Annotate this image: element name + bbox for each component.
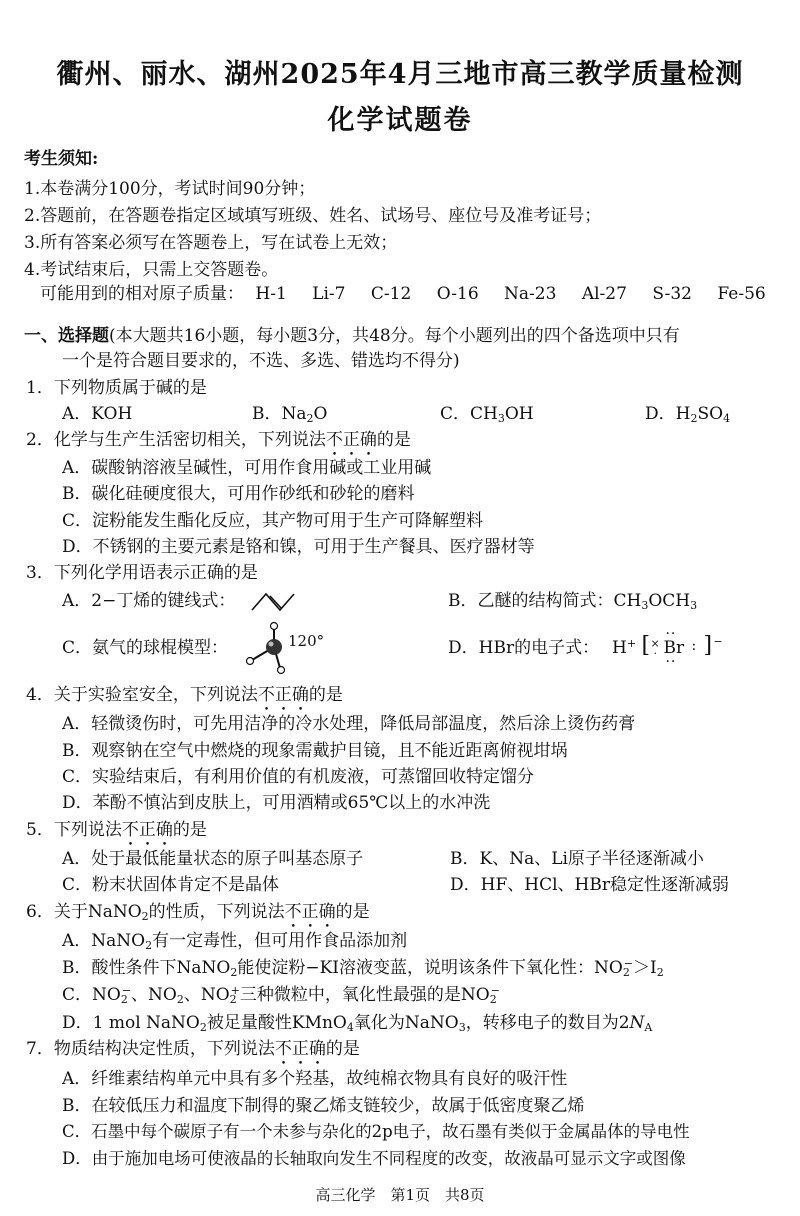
q1-option-a: A．KOH xyxy=(62,404,133,424)
q6-option-c: C．$NO_2^-$、$NO_2$、$NO_2^+$三种微粒中，氧化性最强的是$NO_2^-$ xyxy=(62,984,500,1006)
atomic-mass: S-32 xyxy=(652,284,692,304)
q3-option-a: A．2−丁烯的键线式： xyxy=(62,591,236,611)
atomic-masses-label: 可能用到的相对原子质量： xyxy=(40,284,244,304)
q2-option-c: C．淀粉能发生酯化反应，其产物可用于生产可降解塑料 xyxy=(62,511,484,531)
q1-stem: 1．下列物质属于碱的是 xyxy=(26,378,207,398)
q6-stem: 6．关于NaNO$_2$的性质，下列说法不正确的是 xyxy=(26,902,370,923)
butene-skeletal-formula xyxy=(250,588,308,616)
q6-option-a: A．NaNO$_2$有一定毒性，但可用作食品添加剂 xyxy=(62,931,408,952)
ammonia-ball-stick-model xyxy=(240,618,294,676)
q3-stem: 3．下列化学用语表示正确的是 xyxy=(26,563,258,583)
notice-item: 3.所有答案必须写在答题卷上，写在试卷上无效； xyxy=(24,233,398,253)
notice-item: 2.答题前，在答题卷指定区域填写班级、姓名、试场号、座位号及准考证号； xyxy=(24,206,602,226)
q7-option-c: C．石墨中每个碳原子有一个未参与杂化的2p电子，故石墨有类似于金属晶体的导电性 xyxy=(62,1122,690,1141)
q7-option-d: D．由于施加电场可使液晶的长轴取向发生不同程度的改变，故液晶可显示文字或图像 xyxy=(62,1149,686,1168)
q7-stem: 7．物质结构决定性质，下列说法不正确的是 xyxy=(26,1039,360,1059)
atomic-mass: C-12 xyxy=(370,284,412,304)
q4-option-b: B．观察钠在空气中燃烧的现象需戴护目镜，且不能近距离俯视坩埚 xyxy=(62,741,568,761)
q1-option-c: C．$CH_3OH$ xyxy=(440,404,534,425)
section-desc: (本大题共16小题，每小题3分，共48分。每个小题列出的四个备选项中只有 xyxy=(109,326,680,346)
q4-option-c: C．实验结束后，有利用价值的有机废液，可蒸馏回收特定馏分 xyxy=(62,767,535,787)
q3-bond-angle: 120° xyxy=(288,632,325,650)
q5-option-b: B．K、Na、Li原子半径逐渐减小 xyxy=(450,849,704,869)
q4-stem: 4．关于实验室安全，下列说法不正确的是 xyxy=(26,685,343,705)
q2-option-a: A．碳酸钠溶液呈碱性，可用作食用碱或工业用碱 xyxy=(62,458,432,478)
atomic-mass: Na-23 xyxy=(504,284,557,304)
q4-option-d: D．苯酚不慎沾到皮肤上，可用酒精或65℃以上的水冲洗 xyxy=(62,793,491,813)
q4-option-a: A．轻微烫伤时，可先用洁净的冷水处理，降低局部温度，然后涂上烫伤药膏 xyxy=(62,714,636,734)
q1-option-d: D．$H_2SO_4$ xyxy=(645,404,731,425)
notice-item: 4.考试结束后，只需上交答题卷。 xyxy=(24,260,279,280)
q3-option-d: D．HBr的电子式： xyxy=(448,638,600,658)
hbr-electron-formula: H+ [ × · ·· Br ·· : ] − xyxy=(612,626,723,670)
page-footer: 高三化学 第1页 共8页 xyxy=(315,1186,485,1204)
atomic-mass: O-16 xyxy=(436,284,479,304)
q1-option-b: B．$Na_2O$ xyxy=(252,404,328,425)
q5-option-d: D．HF、HCl、HBr稳定性逐渐减弱 xyxy=(450,875,729,895)
q2-stem: 2．化学与生产生活密切相关，下列说法不正确的是 xyxy=(26,430,411,450)
section-desc-2: 一个是符合题目要求的，不选、多选、错选均不得分) xyxy=(62,351,460,371)
section-title: 一、选择题 xyxy=(24,326,109,346)
q3-option-b: B．乙醚的结构简式：$CH_3OCH_3$ xyxy=(448,591,698,612)
notice-heading: 考生须知: xyxy=(24,149,99,169)
q5-option-c: C．粉末状固体肯定不是晶体 xyxy=(62,875,280,895)
atomic-mass: H-1 xyxy=(255,284,287,304)
q2-option-d: D．不锈钢的主要元素是铬和镍，可用于生产餐具、医疗器材等 xyxy=(62,537,535,557)
q5-stem: 5．下列说法不正确的是 xyxy=(26,820,207,840)
q7-option-a: A．纤维素结构单元中具有多个羟基，故纯棉衣物具有良好的吸汗性 xyxy=(62,1069,568,1089)
exam-subtitle: 化学试题卷 xyxy=(327,105,473,136)
atomic-masses xyxy=(40,283,766,305)
q6-option-b: B．酸性条件下NaNO$_2$能使淀粉−KI溶液变蓝，说明该条件下氧化性：$NO_2^->I_2$ xyxy=(62,957,664,979)
q2-option-b: B．碳化硅硬度很大，可用作砂纸和砂轮的磨料 xyxy=(62,484,415,504)
q3-option-c: C．氨气的球棍模型： xyxy=(62,638,229,658)
atomic-mass: Al-27 xyxy=(581,284,627,304)
atomic-mass: Li-7 xyxy=(312,284,346,304)
atomic-mass: Fe-56 xyxy=(717,284,766,304)
q7-option-b: B．在较低压力和温度下制得的聚乙烯支链较少，故属于低密度聚乙烯 xyxy=(62,1096,585,1116)
notice-item: 1.本卷满分100分，考试时间90分钟； xyxy=(24,179,316,199)
section-heading xyxy=(24,325,680,347)
q6-option-d: D．1 mol NaNO$_2$被足量酸性KMnO$_4$氧化为NaNO$_3$，转移电子的数目为$2N_A$ xyxy=(62,1013,653,1034)
exam-title: 衢州、丽水、湖州2025年4月三地市高三教学质量检测 xyxy=(56,59,744,90)
q5-option-a: A．处于最低能量状态的原子叫基态原子 xyxy=(62,849,364,869)
